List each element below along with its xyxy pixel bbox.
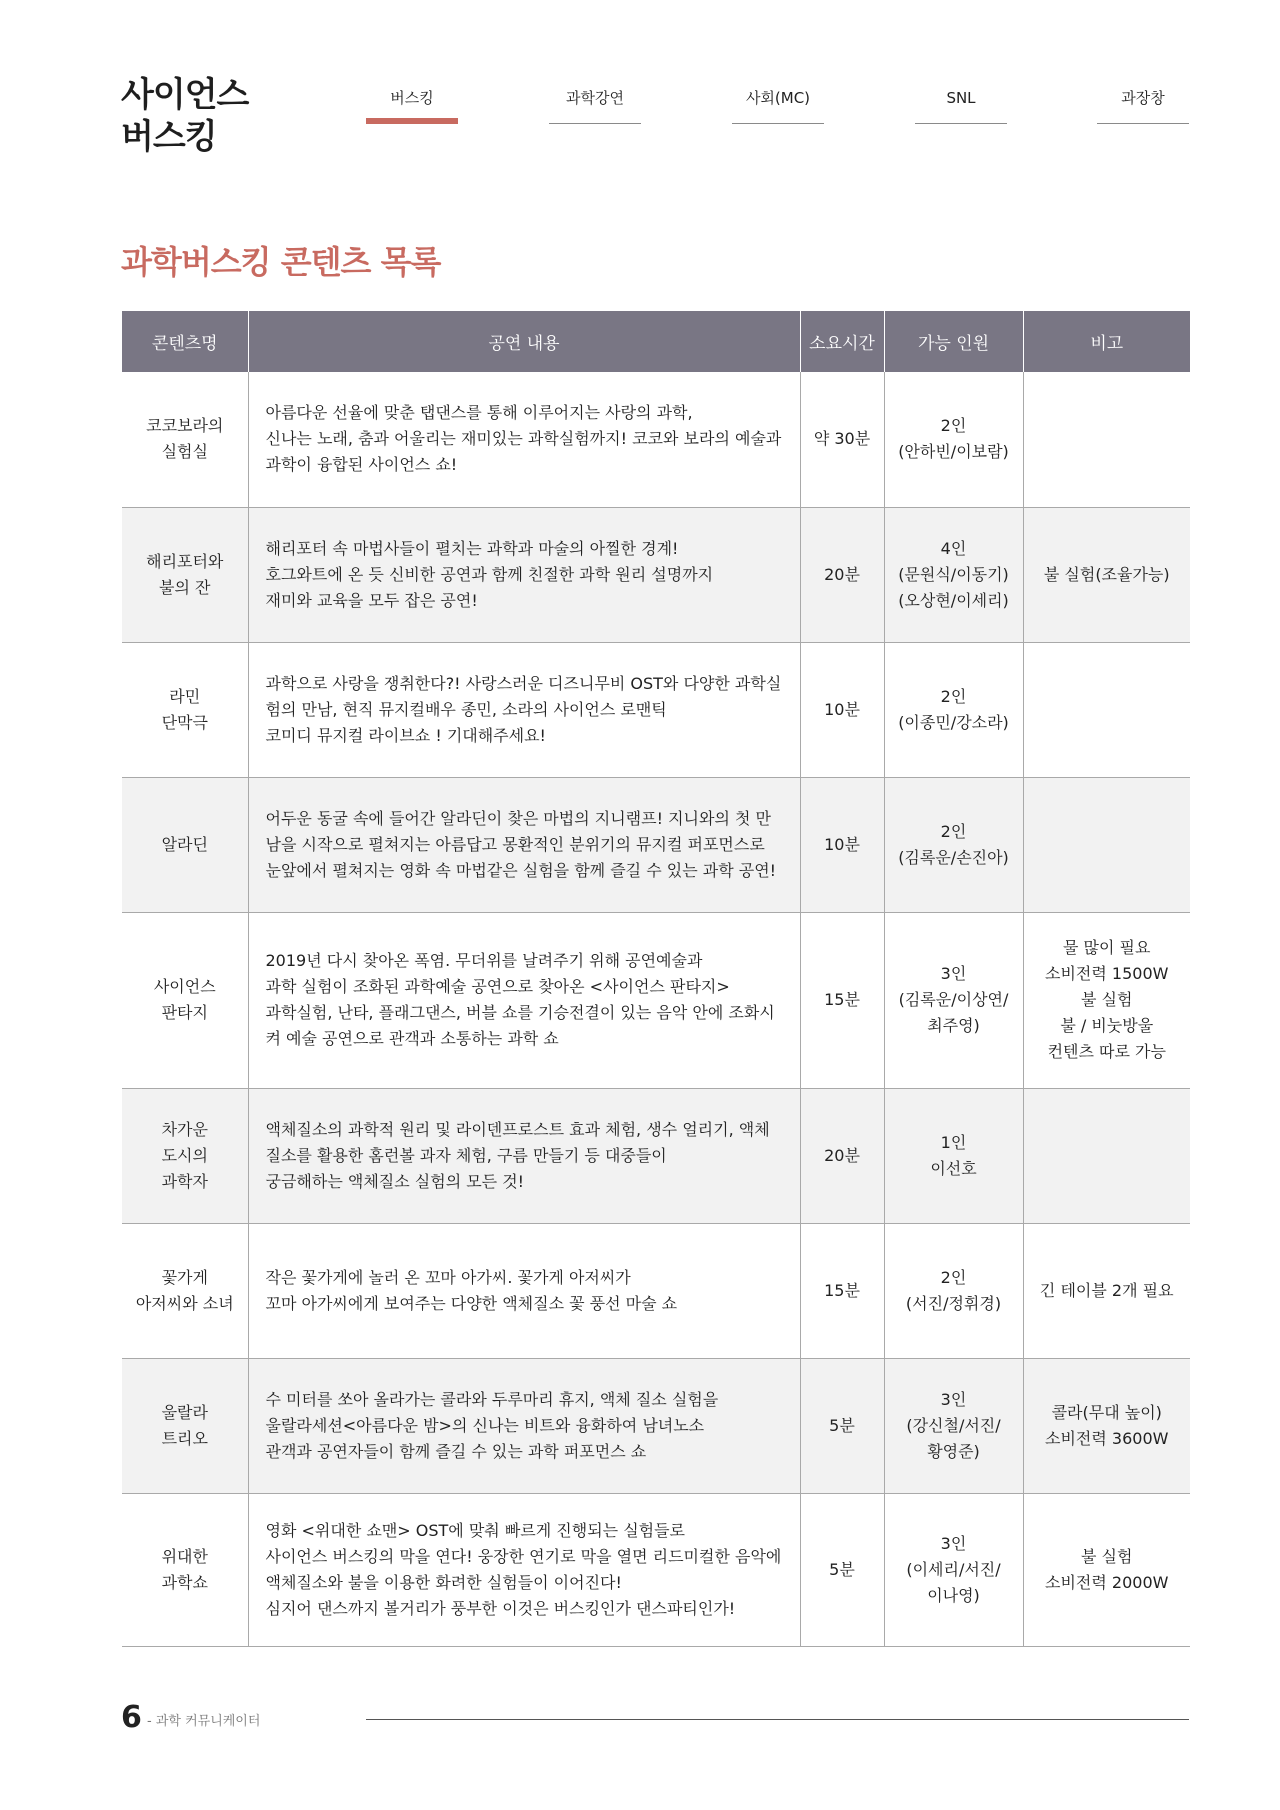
cell-name-line: 판타지 — [161, 1003, 208, 1022]
cell-people-line: (이세리/서진/ — [906, 1559, 1001, 1579]
cell-name-line: 실험실 — [161, 442, 208, 462]
cell-desc-line: 영화 <위대한 쇼맨> OST에 맞춰 빠르게 진행되는 실험들로 — [265, 1520, 686, 1540]
cell-note-line: 소비전력 3600W — [1045, 1428, 1169, 1448]
category-tabs — [366, 88, 1189, 124]
cell-people-line: 3인 — [940, 1533, 967, 1553]
cell-name-line: 사이언스 — [153, 977, 216, 996]
table-header-row — [122, 311, 1190, 372]
cell-name-line: 코코보라의 — [146, 416, 224, 436]
cell-desc-line: 사이언스 버스킹의 막을 연다! 웅장한 연기로 막을 열면 리드미컬한 음악에 — [265, 1546, 782, 1566]
cell-desc — [248, 1493, 800, 1646]
cell-desc-line: 질소를 활용한 홈런볼 과자 체험, 구름 만들기 등 대중들이 — [265, 1145, 667, 1165]
cell-note-line: 콜라(무대 높이) — [1051, 1402, 1162, 1422]
cell-desc-line: 험의 만남, 현직 뮤지컬배우 종민, 소라의 사이언스 로맨틱 — [265, 699, 667, 719]
cell-desc — [248, 642, 800, 777]
table-row — [122, 1358, 1190, 1493]
header-name: 콘텐츠명 — [122, 311, 248, 372]
cell-people-line: (이종민/강소라) — [898, 712, 1009, 732]
cell-note-line: 물 많이 필요 — [1063, 938, 1151, 957]
cell-desc-line: 과학실험, 난타, 플래그댄스, 버블 쇼를 기승전결이 있는 음악 안에 조화시 — [265, 1003, 775, 1022]
cell-note-line: 소비전력 1500W — [1045, 964, 1169, 983]
cell-name-line: 불의 잔 — [159, 577, 211, 597]
cell-desc-line: 과학 실험이 조화된 과학예술 공연으로 찾아온 <사이언스 판타지> — [265, 977, 730, 996]
tab-science-lecture[interactable]: 과학강연 — [549, 88, 641, 124]
brand-line-2: 버스킹 — [121, 117, 217, 157]
cell-people-line: (김록운/이상연/ — [898, 990, 1009, 1009]
footer-text: - 과학 커뮤니케이터 — [147, 1714, 261, 1729]
cell-people — [884, 372, 1023, 507]
cell-people — [884, 1358, 1023, 1493]
cell-name-line: 도시의 — [161, 1145, 208, 1165]
cell-desc — [248, 372, 800, 507]
cell-time: 10분 — [800, 777, 884, 912]
cell-name-line: 꽃가게 — [161, 1267, 208, 1287]
cell-note — [1023, 642, 1190, 777]
tab-gwajangchang[interactable]: 과장창 — [1097, 88, 1189, 124]
cell-name — [122, 1493, 248, 1646]
cell-desc-line: 과학으로 사랑을 쟁취한다?! 사랑스러운 디즈니무비 OST와 다양한 과학실 — [265, 673, 782, 693]
cell-note-line: 소비전력 2000W — [1045, 1572, 1169, 1592]
cell-desc-line: 어두운 동굴 속에 들어간 알라딘이 찾은 마법의 지니램프! 지니와의 첫 만 — [265, 808, 771, 828]
cell-desc-line: 궁금해하는 액체질소 실험의 모든 것! — [265, 1171, 525, 1191]
header-people: 가능 인원 — [884, 311, 1023, 372]
cell-people-line: 3인 — [940, 964, 967, 983]
tab-snl[interactable]: SNL — [915, 88, 1007, 124]
cell-desc-line: 과학이 융합된 사이언스 쇼! — [265, 455, 458, 475]
cell-people-line: 2인 — [940, 416, 967, 436]
cell-people-line: 4인 — [940, 538, 967, 558]
table-row — [122, 1493, 1190, 1646]
cell-time: 10분 — [800, 642, 884, 777]
cell-time: 5분 — [800, 1493, 884, 1646]
cell-people-line: 이나영) — [927, 1585, 980, 1605]
cell-desc-line: 수 미터를 쏘아 올라가는 콜라와 두루마리 휴지, 액체 질소 실험을 — [265, 1389, 719, 1409]
cell-name-line: 차가운 — [161, 1119, 208, 1139]
cell-time: 15분 — [800, 912, 884, 1088]
tab-busking[interactable]: 버스킹 — [366, 88, 458, 124]
cell-people — [884, 1223, 1023, 1358]
cell-desc — [248, 777, 800, 912]
table-row — [122, 777, 1190, 912]
cell-desc — [248, 1223, 800, 1358]
contents-table — [122, 311, 1190, 1647]
cell-people-line: 1인 — [940, 1132, 967, 1152]
cell-people — [884, 1088, 1023, 1223]
brand-title — [121, 74, 248, 158]
cell-desc-line: 켜 예술 공연으로 관객과 소통하는 과학 쇼 — [265, 1029, 559, 1048]
table-row — [122, 1223, 1190, 1358]
cell-desc — [248, 1088, 800, 1223]
cell-note-line: 불 실험(조율가능) — [1043, 564, 1170, 584]
cell-desc-line: 액체질소와 불을 이용한 화려한 실험들이 이어진다! — [265, 1572, 622, 1592]
cell-time: 약 30분 — [800, 372, 884, 507]
cell-people-line: 황영준) — [927, 1441, 980, 1461]
cell-people-line: (안하빈/이보람) — [898, 442, 1009, 462]
cell-note — [1023, 1358, 1190, 1493]
footer-divider — [366, 1719, 1189, 1720]
cell-name — [122, 642, 248, 777]
cell-name-line: 과학쇼 — [161, 1572, 208, 1592]
cell-name — [122, 1088, 248, 1223]
cell-desc-line: 재미와 교육을 모두 잡은 공연! — [265, 590, 478, 610]
cell-note-line: 불 실험 — [1081, 1546, 1133, 1566]
cell-note — [1023, 372, 1190, 507]
cell-people-line: 2인 — [940, 686, 967, 706]
cell-time: 15분 — [800, 1223, 884, 1358]
cell-note — [1023, 507, 1190, 642]
table-row — [122, 372, 1190, 507]
cell-name-line: 울랄라 — [161, 1402, 208, 1422]
cell-people-line: (서진/정휘경) — [905, 1293, 1002, 1313]
cell-people-line: 2인 — [940, 821, 967, 841]
cell-name-line: 해리포터와 — [146, 551, 224, 571]
cell-desc-line: 작은 꽃가게에 놀러 온 꼬마 아가씨. 꽃가게 아저씨가 — [265, 1267, 631, 1287]
cell-desc-line: 액체질소의 과학적 원리 및 라이덴프로스트 효과 체험, 생수 얼리기, 액체 — [265, 1119, 770, 1139]
cell-desc-line: 꼬마 아가씨에게 보여주는 다양한 액체질소 꽃 풍선 마술 쇼 — [265, 1293, 678, 1313]
cell-people-line: 2인 — [940, 1267, 967, 1287]
cell-desc — [248, 1358, 800, 1493]
cell-note-line: 긴 테이블 2개 필요 — [1039, 1280, 1174, 1300]
cell-name-line: 알라딘 — [161, 834, 208, 854]
cell-time: 20분 — [800, 507, 884, 642]
table-row — [122, 507, 1190, 642]
cell-name-line: 트리오 — [161, 1428, 208, 1448]
cell-people-line: (문원식/이동기) — [898, 564, 1009, 584]
cell-people-line: (강신철/서진/ — [906, 1415, 1001, 1435]
cell-name — [122, 1223, 248, 1358]
cell-name — [122, 372, 248, 507]
table-row — [122, 642, 1190, 777]
cell-note — [1023, 1088, 1190, 1223]
cell-people-line: 최주영) — [927, 1016, 980, 1035]
cell-desc-line: 해리포터 속 마법사들이 펼치는 과학과 마술의 아찔한 경계! — [265, 538, 679, 558]
table-row — [122, 1088, 1190, 1223]
cell-name — [122, 912, 248, 1088]
cell-desc-line: 관객과 공연자들이 함께 즐길 수 있는 과학 퍼포먼스 쇼 — [265, 1441, 647, 1461]
cell-name — [122, 777, 248, 912]
section-title: 과학버스킹 콘텐츠 목록 — [121, 243, 441, 281]
cell-people-line: (오상현/이세리) — [898, 590, 1009, 610]
header-note: 비고 — [1023, 311, 1190, 372]
cell-name-line: 아저씨와 소녀 — [135, 1293, 234, 1313]
cell-note-line: 불 / 비눗방울 — [1060, 1016, 1154, 1035]
cell-time: 20분 — [800, 1088, 884, 1223]
cell-note — [1023, 777, 1190, 912]
cell-name — [122, 507, 248, 642]
cell-desc-line: 심지어 댄스까지 볼거리가 풍부한 이것은 버스킹인가 댄스파티인가! — [265, 1598, 736, 1618]
cell-note — [1023, 1493, 1190, 1646]
cell-desc-line: 남을 시작으로 펼쳐지는 아름답고 몽환적인 분위기의 뮤지컬 퍼포먼스로 — [265, 834, 765, 854]
cell-people — [884, 912, 1023, 1088]
cell-desc-line: 코미디 뮤지컬 라이브쇼 ! 기대해주세요! — [265, 725, 546, 745]
cell-people-line: (김록운/손진아) — [898, 847, 1009, 867]
cell-name — [122, 1358, 248, 1493]
page-number: 6 — [121, 1700, 142, 1735]
cell-desc — [248, 507, 800, 642]
table-row — [122, 912, 1190, 1088]
cell-desc-line: 신나는 노래, 춤과 어울리는 재미있는 과학실험까지! 코코와 보라의 예술과 — [265, 429, 782, 449]
cell-name-line: 라민 — [169, 686, 201, 706]
cell-people-line: 이선호 — [930, 1158, 977, 1178]
header-time: 소요시간 — [800, 311, 884, 372]
cell-note-line: 불 실험 — [1081, 990, 1133, 1009]
cell-desc-line: 아름다운 선율에 맞춘 탭댄스를 통해 이루어지는 사랑의 과학, — [265, 403, 693, 423]
tab-mc[interactable]: 사회(MC) — [732, 88, 824, 124]
cell-name-line: 과학자 — [161, 1171, 208, 1191]
cell-note-line: 컨텐츠 따로 가능 — [1047, 1042, 1166, 1061]
cell-name-line: 위대한 — [161, 1546, 208, 1566]
cell-people — [884, 777, 1023, 912]
cell-desc-line: 눈앞에서 펼쳐지는 영화 속 마법같은 실험을 함께 즐길 수 있는 과학 공연! — [265, 860, 777, 880]
cell-people — [884, 642, 1023, 777]
cell-time: 5분 — [800, 1358, 884, 1493]
cell-name-line: 단막극 — [161, 712, 208, 732]
brand-line-1: 사이언스 — [121, 75, 249, 115]
header-desc: 공연 내용 — [248, 311, 800, 372]
cell-desc-line: 울랄라세션<아름다운 밤>의 신나는 비트와 융화하여 남녀노소 — [265, 1415, 705, 1435]
cell-people — [884, 507, 1023, 642]
cell-desc-line: 2019년 다시 찾아온 폭염. 무더위를 날려주기 위해 공연예술과 — [265, 951, 703, 970]
cell-note — [1023, 1223, 1190, 1358]
cell-desc — [248, 912, 800, 1088]
cell-desc-line: 호그와트에 온 듯 신비한 공연과 함께 친절한 과학 원리 설명까지 — [265, 564, 714, 584]
cell-people — [884, 1493, 1023, 1646]
cell-note — [1023, 912, 1190, 1088]
cell-people-line: 3인 — [940, 1389, 967, 1409]
